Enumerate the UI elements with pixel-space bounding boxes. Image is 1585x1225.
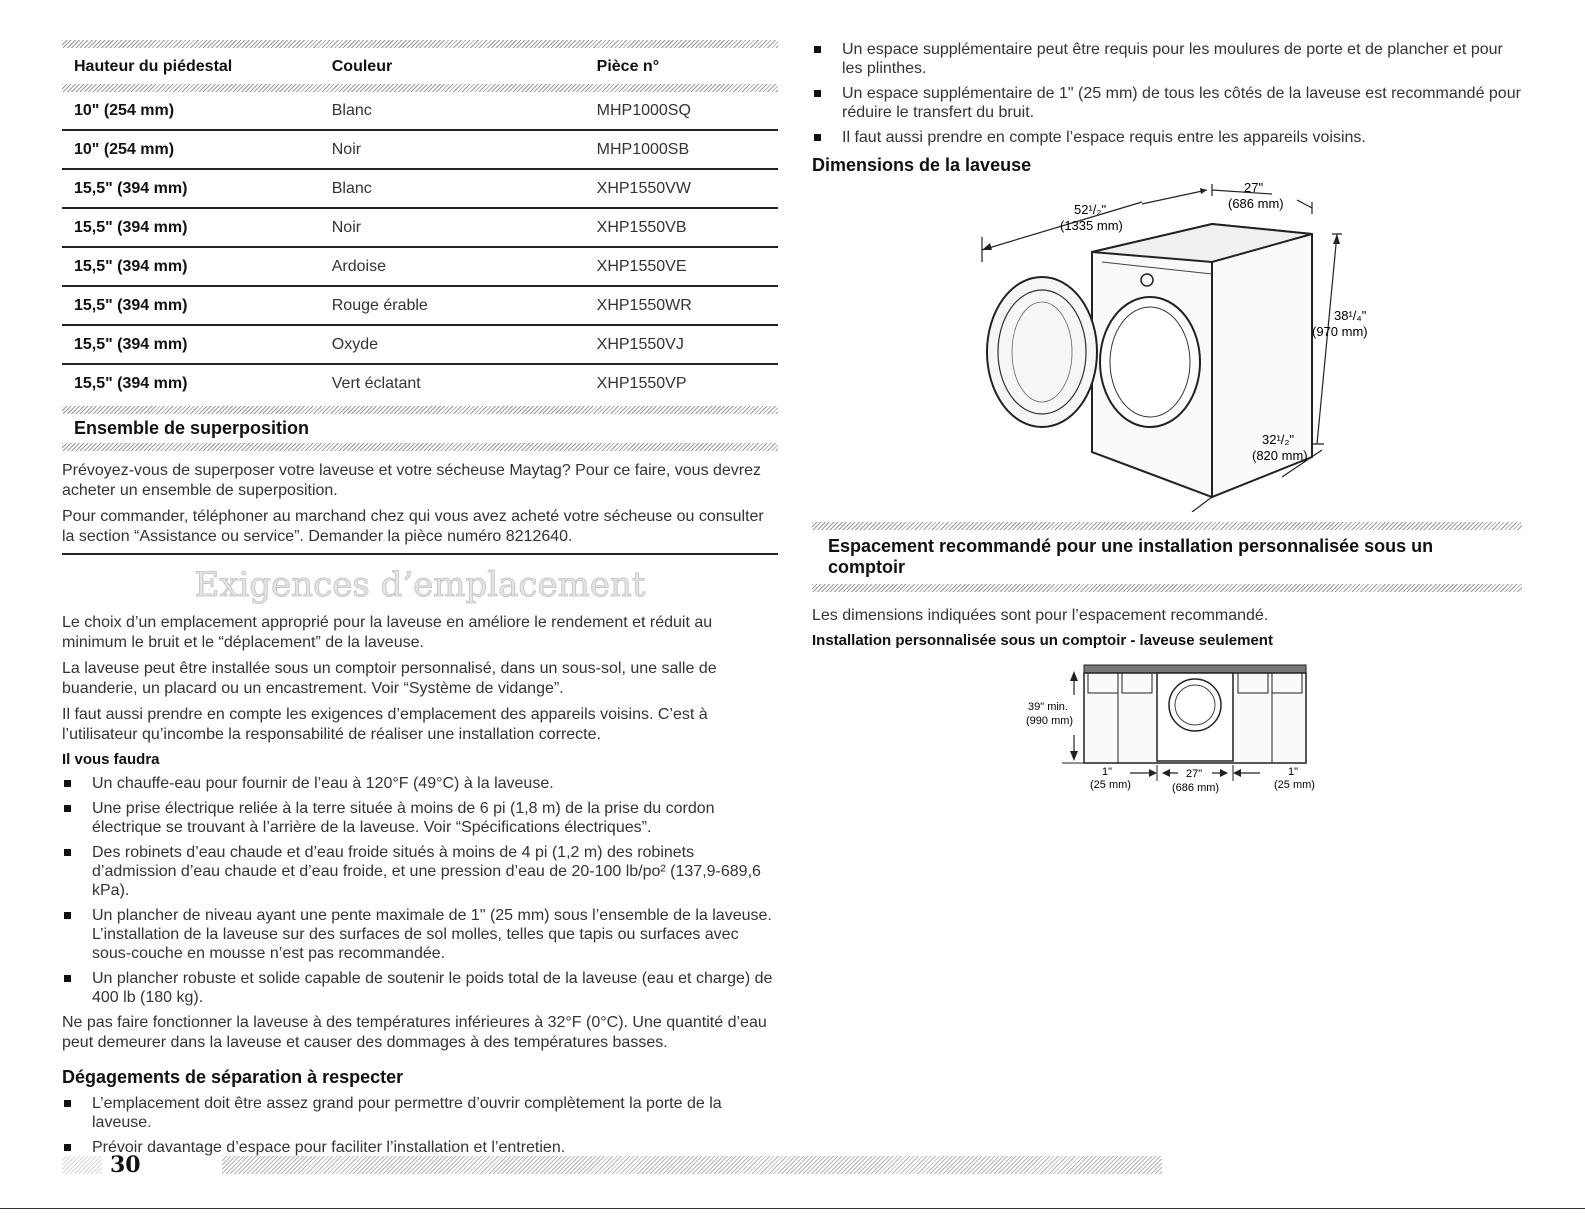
left-column (62, 40, 778, 1163)
depth-mm-label: (1335 mm) (1060, 218, 1123, 233)
table-cell: 10" (254 mm) (62, 92, 320, 130)
table-cell: Ardoise (320, 247, 585, 286)
temperature-warning: Ne pas faire fonctionner la laveuse à des températures inférieures à 32°F (0°C). Une quantité d’eau peut demeurer dans la laveuse et causer des dommages à des températures basses. (62, 1014, 767, 1051)
table-cell: XHP1550VW (585, 169, 778, 208)
footer-hatch (222, 1156, 1162, 1174)
list-item: Des robinets d’eau chaude et d’eau froide situés à moins de 4 pi (1,2 m) des robinets d’admission d’eau chaude et d’eau froide, et une pression d’eau de 20-100 lb/po² (137,9-689,6 kPa). (62, 843, 778, 900)
counter-height-mm-label: (990 mm) (1026, 715, 1074, 727)
left-gap-label: 1" (1102, 766, 1113, 778)
stacking-paragraph: Prévoyez-vous de superposer votre laveuse et votre sécheuse Maytag? Pour ce faire, vous devrez acheter un ensemble de superposition. (62, 462, 762, 499)
right-gap-label: 1" (1288, 766, 1299, 778)
list-item: Un espace supplémentaire de 1" (25 mm) de tous les côtés de la laveuse est recommandé pour réduire le transfert du bruit. (812, 84, 1522, 122)
location-paragraph: Il faut aussi prendre en compte les exigences d’emplacement des appareils voisins. C’est à l’utilisateur qu’incombe la responsabilité de réaliser une installation correcte. (62, 706, 708, 743)
table-cell: Rouge érable (320, 286, 585, 325)
mid-gap-label: 27" (1186, 768, 1203, 780)
table-cell: 10" (254 mm) (62, 130, 320, 169)
table-cell: MHP1000SQ (585, 92, 778, 130)
hatch-rule (62, 443, 778, 451)
table-cell: Oxyde (320, 325, 585, 364)
side-label: 32¹/₂" (1262, 432, 1295, 447)
pedestal-table (62, 48, 778, 402)
counter-paragraph: Les dimensions indiquées sont pour l’espacement recommandé. (812, 607, 1269, 624)
table-row (62, 130, 778, 169)
table-row (62, 325, 778, 364)
table-cell: 15,5" (394 mm) (62, 169, 320, 208)
list-item: Il faut aussi prendre en compte l’espace requis entre les appareils voisins. (812, 128, 1522, 147)
counter-subheading: Installation personnalisée sous un comptoir - laveuse seulement (812, 632, 1273, 649)
table-cell: 15,5" (394 mm) (62, 208, 320, 247)
section-divider (62, 553, 778, 555)
clearances-heading: Dégagements de séparation à respecter (62, 1067, 404, 1087)
table-cell: Noir (320, 130, 585, 169)
table-cell: XHP1550VB (585, 208, 778, 247)
table-cell: 15,5" (394 mm) (74, 374, 188, 392)
requirements-list (62, 774, 778, 1007)
hatch-rule (62, 84, 778, 92)
table-cell: XHP1550VP (596, 374, 687, 392)
height-label: 38¹/₄" (1334, 308, 1367, 323)
clearances-list (62, 1094, 778, 1157)
table-row (62, 364, 778, 402)
space-list (812, 40, 1522, 147)
bottom-rule (0, 1208, 1585, 1209)
list-item: Prévoir davantage d’espace pour faciliter l’installation et l’entretien. (62, 1138, 778, 1157)
table-row (62, 208, 778, 247)
counter-height-label: 39" min. (1028, 701, 1068, 713)
location-paragraph: La laveuse peut être installée sous un comptoir personnalisé, dans un sous-sol, une salle de buanderie, un placard ou un encastrement. Voir “Système de vidange”. (62, 660, 717, 697)
table-header: Couleur (331, 58, 393, 75)
side-mm-label: (820 mm) (1252, 448, 1308, 463)
counter-heading: Espacement recommandé pour une installation personnalisée sous un comptoir (828, 536, 1434, 577)
washer-dimensions-diagram (812, 182, 1522, 512)
list-item: L’emplacement doit être assez grand pour permettre d’ouvrir complètement la porte de la laveuse. (62, 1094, 778, 1132)
section-title: Exigences d’emplacement (194, 565, 646, 605)
list-item: Un espace supplémentaire peut être requis pour les moulures de porte et de plancher et pour les plinthes. (812, 40, 1522, 78)
table-row (62, 169, 778, 208)
table-row (62, 247, 778, 286)
stacking-paragraph: Pour commander, téléphoner au marchand chez qui vous avez acheté votre sécheuse ou consulter la section “Assistance ou service”. Demander la pièce numéro 8212640. (62, 508, 764, 545)
width-mm-label: (686 mm) (1228, 196, 1284, 211)
list-item: Une prise électrique reliée à la terre située à moins de 6 pi (1,8 m) de la prise du cordon électrique se trouvant à l’arrière de la laveuse. Voir “Spécifications électriques”. (62, 799, 778, 837)
hatch-rule (62, 406, 778, 414)
table-cell: 15,5" (394 mm) (62, 325, 320, 364)
depth-label: 52¹/₂" (1074, 202, 1107, 217)
table-cell: 15,5" (394 mm) (62, 286, 320, 325)
hatch-rule (62, 40, 778, 48)
width-label: 27" (1244, 182, 1264, 195)
table-cell: XHP1550WR (585, 286, 778, 325)
footer-hatch (62, 1156, 102, 1174)
mid-gap-mm-label: (686 mm) (1172, 782, 1220, 794)
table-cell: Vert éclatant (331, 374, 421, 392)
table-cell: Blanc (320, 169, 585, 208)
stacking-heading: Ensemble de superposition (74, 418, 310, 438)
table-header: Hauteur du piédestal (74, 58, 233, 75)
page-number: 30 (110, 1152, 141, 1178)
hatch-rule (812, 522, 1522, 530)
table-cell: Blanc (320, 92, 585, 130)
height-mm-label: (970 mm) (1312, 324, 1368, 339)
left-gap-mm-label: (25 mm) (1090, 779, 1131, 791)
dimensions-heading: Dimensions de la laveuse (812, 155, 1032, 175)
table-cell: 15,5" (394 mm) (62, 247, 320, 286)
right-column (812, 40, 1522, 795)
location-paragraph: Le choix d’un emplacement approprié pour la laveuse en améliore le rendement et réduit au minimum le bruit et le “déplacement” de la laveuse. (62, 614, 713, 651)
list-item: Un plancher robuste et solide capable de soutenir le poids total de la laveuse (eau et charge) de 400 lb (180 kg). (62, 969, 778, 1007)
page-footer (62, 1152, 1482, 1178)
list-item: Un plancher de niveau ayant une pente maximale de 1" (25 mm) sous l’ensemble de la laveuse. L’installation de la laveuse sur des surfaces de sol molles, telles que tapis ou surfaces avec sous-couche en mousse n’est pas recommandée. (62, 906, 778, 963)
list-item: Un chauffe-eau pour fournir de l’eau à 120°F (49°C) à la laveuse. (62, 774, 778, 793)
table-row (62, 286, 778, 325)
table-cell: MHP1000SB (585, 130, 778, 169)
table-header: Pièce n° (596, 58, 660, 75)
table-row (62, 92, 778, 130)
table-cell: XHP1550VE (585, 247, 778, 286)
right-gap-mm-label: (25 mm) (1274, 779, 1315, 791)
table-cell: XHP1550VJ (585, 325, 778, 364)
hatch-rule (812, 584, 1522, 592)
under-counter-diagram (812, 655, 1522, 795)
need-heading: Il vous faudra (62, 751, 160, 768)
table-cell: Noir (320, 208, 585, 247)
